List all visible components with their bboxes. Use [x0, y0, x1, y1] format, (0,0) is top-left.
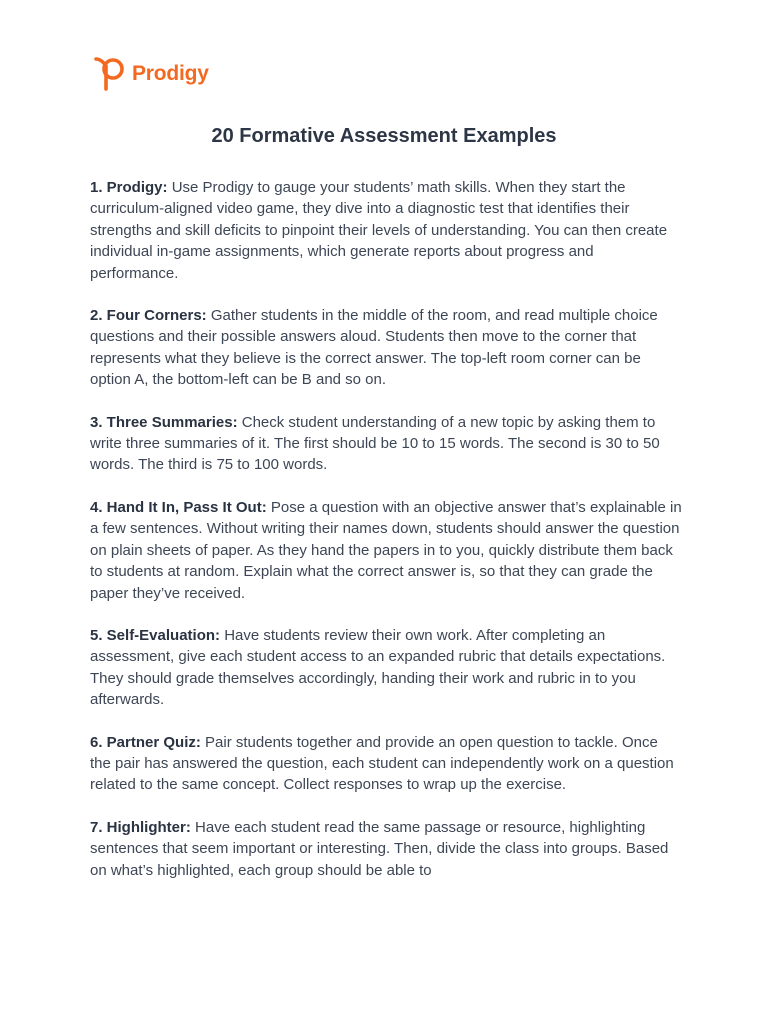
item-label: 1. Prodigy:: [90, 179, 168, 196]
item-label: 4. Hand It In, Pass It Out:: [90, 498, 267, 516]
item-text: Use Prodigy to gauge your students’ math skills. When they start the curriculum-aligned video game, they dive into a diagnostic test that identifies their strengths and skill deficits to pinpoint their levels of understanding. You can then create individual in-game assignments, which generate reports about progress and performance.: [90, 179, 668, 282]
item-text: Pose a question with an objective answer that’s explainable in a few sentences. Without writing their names down, students should answer the question on plain sheets of paper. As they hand the papers in to you, quickly distribute them back to students at random. Explain what the correct answer is, so that they can grade the paper they’ve received.: [90, 498, 682, 602]
list-item: [90, 497, 682, 604]
list-item: [90, 177, 682, 284]
item-text: Have each student read the same passage or resource, highlighting sentences that seem important or interesting. Then, divide the class into groups. Based on what’s highlighted, each group should be able to: [90, 818, 669, 879]
document-title: 20 Formative Assessment Examples: [211, 125, 557, 147]
item-label: 2. Four Corners:: [90, 307, 207, 325]
item-label: 3. Three Summaries:: [90, 413, 238, 431]
list-item: [90, 412, 682, 476]
item-text: Gather students in the middle of the room, and read multiple choice questions and their possible answers aloud. Students then move to the corner that represents what they believe is the correct answer. The top-left room corner can be option A, the bottom-left can be B and so on.: [90, 307, 658, 389]
prodigy-logo-icon: [92, 54, 128, 92]
brand-logo[interactable]: [92, 54, 209, 92]
item-label: 5. Self-Evaluation:: [90, 626, 221, 644]
item-text: Pair students together and provide an open question to tackle. Once the pair has answered the question, each student can independently work on a question related to the same concept. Collect responses to wrap up the exercise.: [90, 733, 674, 794]
list-item: [90, 732, 682, 796]
brand-name: Prodigy: [132, 61, 209, 85]
item-label: 7. Highlighter:: [90, 818, 191, 836]
item-text: Have students review their own work. After completing an assessment, give each student access to an expanded rubric that details expectations. They should grade themselves accordingly, handing their work and rubric in to you afterwards.: [90, 626, 666, 709]
list-item: [90, 625, 682, 711]
list-item: [90, 817, 682, 881]
item-text: Check student understanding of a new topic by asking them to write three summaries of it. The first should be 10 to 15 words. The second is 30 to 50 words. The third is 75 to 100 words.: [90, 413, 660, 474]
list-item: [90, 305, 682, 391]
document-body: [90, 177, 682, 902]
item-label: 6. Partner Quiz:: [90, 733, 201, 751]
